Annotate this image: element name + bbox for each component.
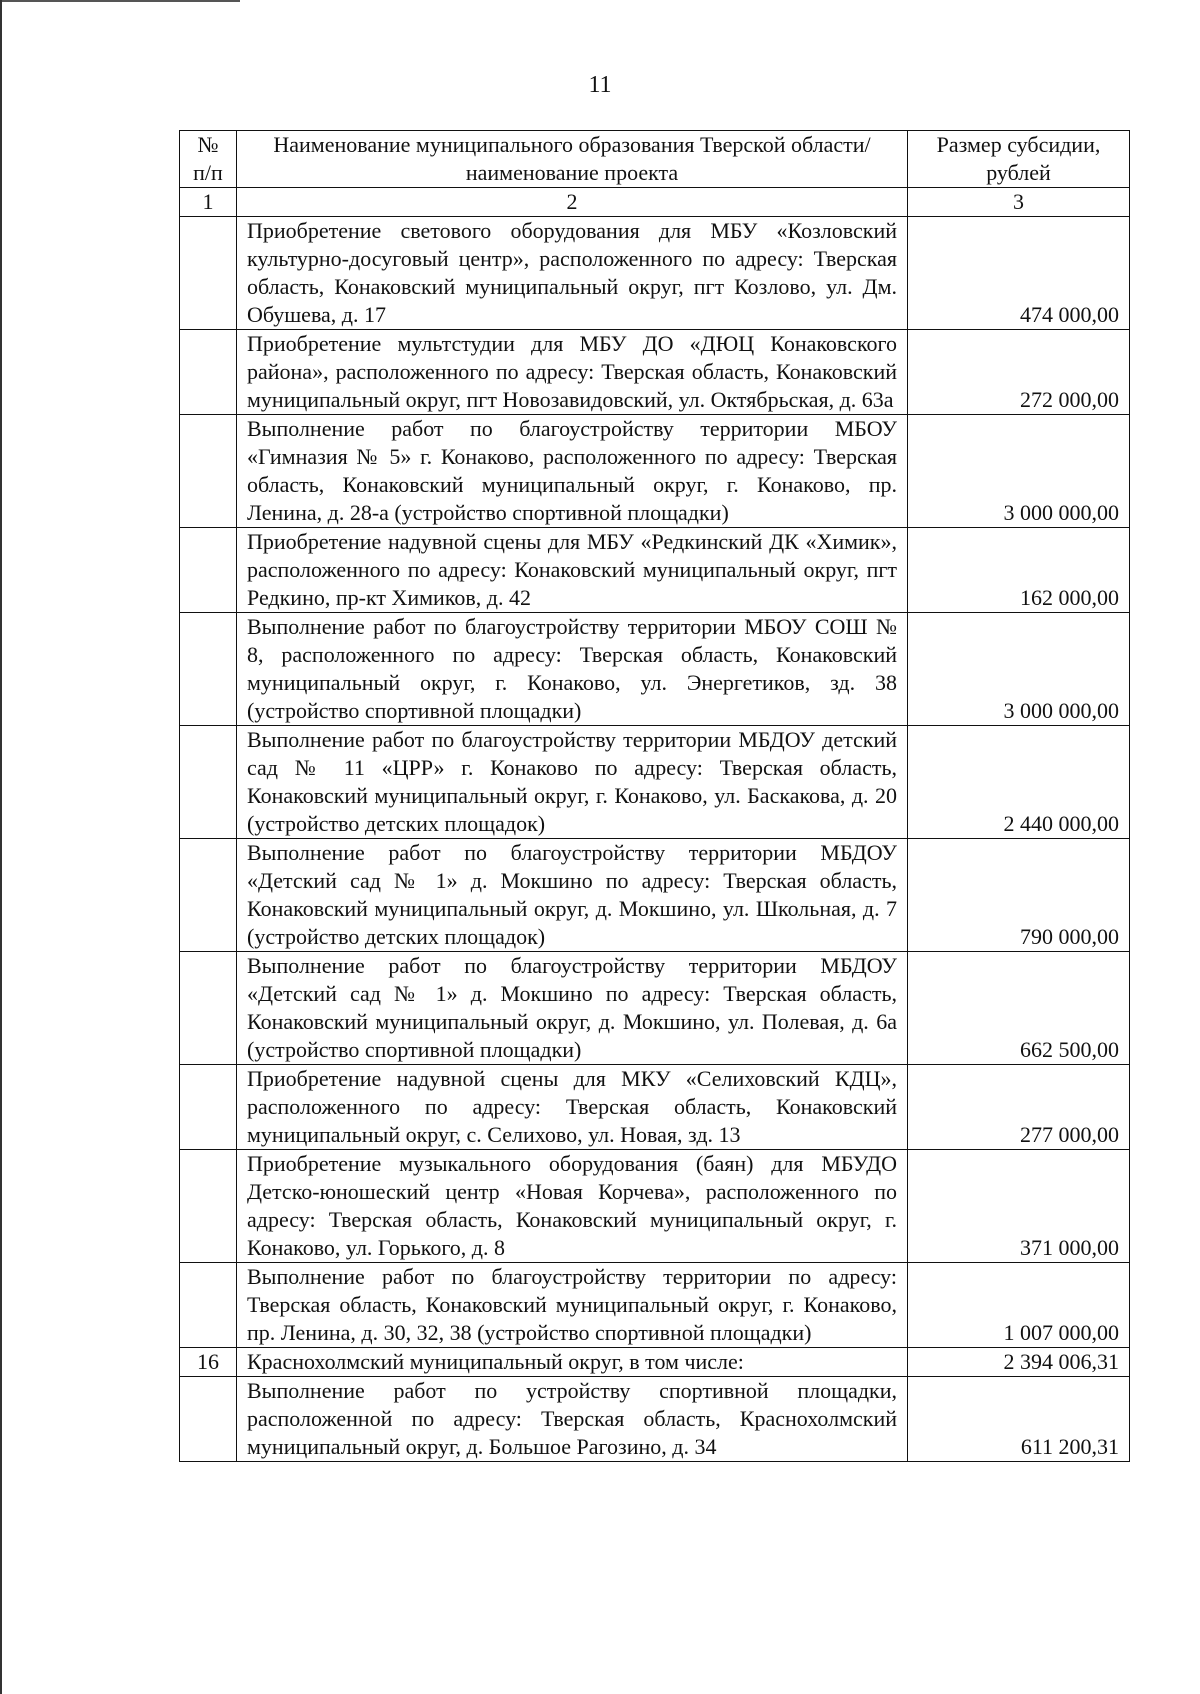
row-amount: 2 394 006,31 xyxy=(908,1348,1130,1377)
row-description: Выполнение работ по благоустройству территории МБДОУ «Детский сад № 1» д. Мокшино по адресу: Тверская область, Конаковский муниципальный округ, д. Мокшино, ул. Полевая, д. 6а (устройство спортивной площадки) xyxy=(237,952,908,1065)
row-description: Выполнение работ по благоустройству территории МБОУ «Гимназия № 5» г. Конаково, расположенного по адресу: Тверская область, Конаковский муниципальный округ, г. Конаково, пр. Ленина, д. 28-а (устройство спортивной площадки) xyxy=(237,415,908,528)
row-description: Приобретение надувной сцены для МКУ «Селиховский КДЦ», расположенного по адресу: Тверская область, Конаковский муниципальный округ, с. Селихово, ул. Новая, зд. 13 xyxy=(237,1065,908,1150)
row-number xyxy=(180,839,237,952)
row-description: Краснохолмский муниципальный округ, в том числе: xyxy=(237,1348,908,1377)
index-cell: 1 xyxy=(180,188,237,217)
row-number xyxy=(180,330,237,415)
row-description: Выполнение работ по благоустройству территории МБДОУ детский сад № 11 «ЦРР» г. Конаково по адресу: Тверская область, Конаковский муниципальный округ, г. Конаково, ул. Баскакова, д. 20 (устройство детских площадок) xyxy=(237,726,908,839)
row-number xyxy=(180,613,237,726)
table-row xyxy=(180,952,1130,1065)
row-description: Выполнение работ по благоустройству территории по адресу: Тверская область, Конаковский муниципальный округ, г. Конаково, пр. Ленина, д. 30, 32, 38 (устройство спортивной площадки) xyxy=(237,1263,908,1348)
row-number xyxy=(180,1065,237,1150)
index-cell: 2 xyxy=(237,188,908,217)
subsidy-table xyxy=(179,130,1130,1462)
row-amount: 790 000,00 xyxy=(908,839,1130,952)
row-number xyxy=(180,528,237,613)
row-amount: 371 000,00 xyxy=(908,1150,1130,1263)
table-row xyxy=(180,330,1130,415)
row-number xyxy=(180,952,237,1065)
row-description: Выполнение работ по устройству спортивной площадки, расположенной по адресу: Тверская область, Краснохолмский муниципальный округ, д. Большое Рагозино, д. 34 xyxy=(237,1377,908,1462)
row-number xyxy=(180,1263,237,1348)
row-number xyxy=(180,217,237,330)
scan-edge-left xyxy=(0,0,2,1694)
row-amount: 2 440 000,00 xyxy=(908,726,1130,839)
row-description: Приобретение надувной сцены для МБУ «Редкинский ДК «Химик», расположенного по адресу: Конаковский муниципальный округ, пгт Редкино, пр-кт Химиков, д. 42 xyxy=(237,528,908,613)
page-number: 11 xyxy=(588,72,612,98)
row-description: Выполнение работ по благоустройству территории МБОУ СОШ № 8, расположенного по адресу: Тверская область, Конаковский муниципальный округ, г. Конаково, ул. Энергетиков, зд. 38 (устройство спортивной площадки) xyxy=(237,613,908,726)
row-number xyxy=(180,415,237,528)
table-row xyxy=(180,1065,1130,1150)
row-amount: 474 000,00 xyxy=(908,217,1130,330)
table-row xyxy=(180,1348,1130,1377)
table-row xyxy=(180,613,1130,726)
row-amount: 3 000 000,00 xyxy=(908,613,1130,726)
row-number xyxy=(180,1150,237,1263)
row-amount: 1 007 000,00 xyxy=(908,1263,1130,1348)
index-cell: 3 xyxy=(908,188,1130,217)
table-row xyxy=(180,528,1130,613)
table-row xyxy=(180,839,1130,952)
row-description: Приобретение музыкального оборудования (баян) для МБУДО Детско-юношеский центр «Новая Корчева», расположенного по адресу: Тверская область, Конаковский муниципальный округ, г. Конаково, ул. Горького, д. 8 xyxy=(237,1150,908,1263)
row-amount: 662 500,00 xyxy=(908,952,1130,1065)
table-header-row xyxy=(180,131,1130,188)
table-row xyxy=(180,726,1130,839)
row-number xyxy=(180,726,237,839)
row-amount: 611 200,31 xyxy=(908,1377,1130,1462)
row-amount: 3 000 000,00 xyxy=(908,415,1130,528)
row-amount: 277 000,00 xyxy=(908,1065,1130,1150)
row-amount: 162 000,00 xyxy=(908,528,1130,613)
row-number: 16 xyxy=(180,1348,237,1377)
row-number xyxy=(180,1377,237,1462)
header-amount: Размер субсидии, рублей xyxy=(908,131,1130,188)
row-description: Приобретение мультстудии для МБУ ДО «ДЮЦ Конаковского района», расположенного по адресу: Тверская область, Конаковский муниципальный округ, пгт Новозавидовский, ул. Октябрьская, д. 63а xyxy=(237,330,908,415)
table-index-row xyxy=(180,188,1130,217)
table-row xyxy=(180,1263,1130,1348)
table-row xyxy=(180,1150,1130,1263)
row-description: Приобретение светового оборудования для МБУ «Козловский культурно-досуговый центр», расположенного по адресу: Тверская область, Конаковский муниципальный округ, пгт Козлово, ул. Дм. Обушева, д. 17 xyxy=(237,217,908,330)
scan-edge-top xyxy=(0,0,240,2)
row-description: Выполнение работ по благоустройству территории МБДОУ «Детский сад № 1» д. Мокшино по адресу: Тверская область, Конаковский муниципальный округ, д. Мокшино, ул. Школьная, д. 7 (устройство детских площадок) xyxy=(237,839,908,952)
header-name: Наименование муниципального образования Тверской области/наименование проекта xyxy=(237,131,908,188)
header-number: № п/п xyxy=(180,131,237,188)
row-amount: 272 000,00 xyxy=(908,330,1130,415)
table-row xyxy=(180,217,1130,330)
table-row xyxy=(180,1377,1130,1462)
table-row xyxy=(180,415,1130,528)
